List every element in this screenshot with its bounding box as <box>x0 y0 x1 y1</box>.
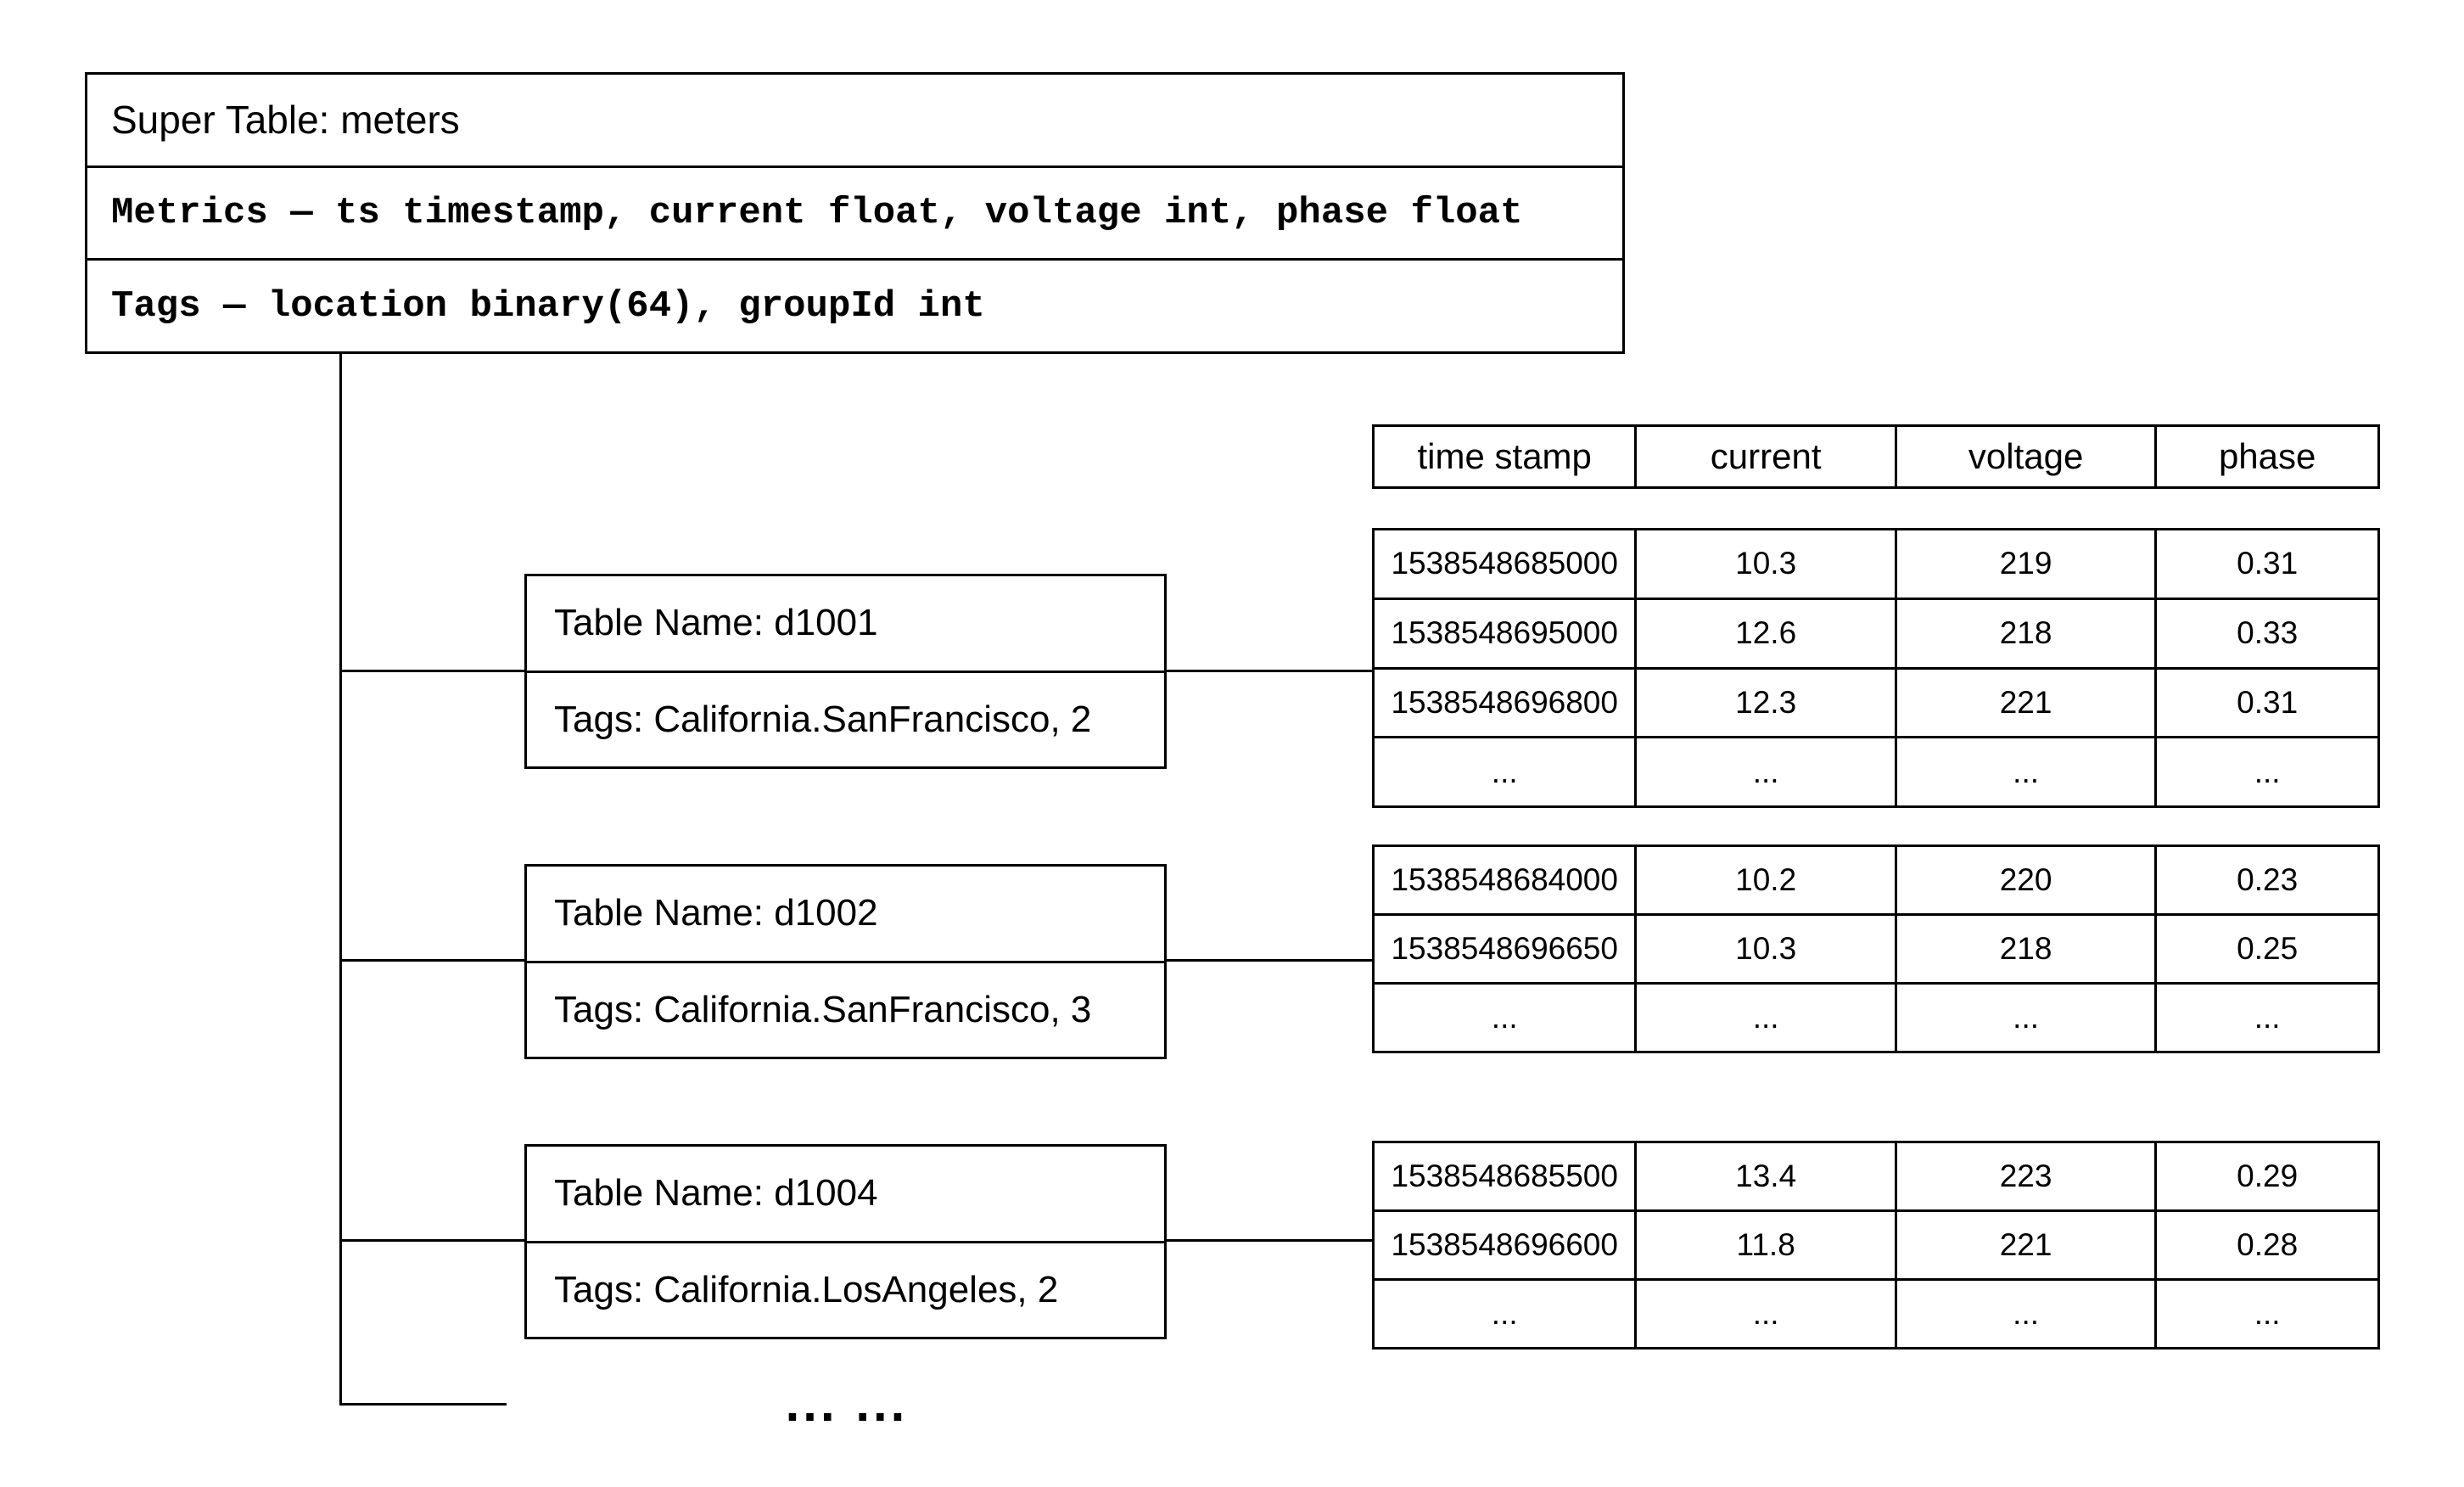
table-cell: 1538548696650 <box>1375 913 1634 982</box>
table-cell: 1538548685500 <box>1391 1159 1618 1193</box>
column-header-table <box>1372 424 2380 489</box>
subtable-tags-d1004: Tags: California.LosAngeles, 2 <box>527 1241 1164 1338</box>
table-cell: ... <box>1375 1278 1634 1347</box>
table-cell: ... <box>1895 736 2154 805</box>
table-cell: 0.31 <box>2154 530 2377 598</box>
header-cell-phase: phase <box>2154 427 2377 486</box>
table-cell: 13.4 <box>1634 1143 1894 1209</box>
table-cell: 221 <box>1895 1209 2154 1278</box>
super-table-title: Super Table: meters <box>111 98 460 143</box>
table-cell: 0.28 <box>2154 1209 2377 1278</box>
table-cell: 12.3 <box>1634 667 1894 737</box>
table-cell: 0.31 <box>2154 667 2377 737</box>
subtable-tags-d1001: Tags: California.SanFrancisco, 2 <box>527 671 1164 767</box>
subtable-box-d1001 <box>524 574 1167 769</box>
table-cell: 219 <box>1895 530 2154 598</box>
super-table-tags: Tags — location binary(64), groupId int <box>87 258 1622 351</box>
table-cell: 1538548695000 <box>1375 598 1634 667</box>
table-cell: ... <box>1375 982 1634 1051</box>
subtable-name-d1001: Table Name: d1001 <box>554 602 878 644</box>
data-table-d1002 <box>1372 845 2380 1053</box>
table-cell: 1538548684000 <box>1391 862 1618 897</box>
table-cell: ... <box>1895 1278 2154 1347</box>
table-cell: ... <box>2154 736 2377 805</box>
table-cell: 10.2 <box>1634 847 1894 913</box>
super-table-box <box>85 72 1625 354</box>
table-cell: ... <box>2154 982 2377 1051</box>
table-cell: 218 <box>1895 598 2154 667</box>
subtable-tags-d1002: Tags: California.SanFrancisco, 3 <box>527 961 1164 1058</box>
table-cell: 220 <box>1895 847 2154 913</box>
table-cell: 221 <box>1895 667 2154 737</box>
table-cell: 0.23 <box>2154 847 2377 913</box>
table-cell: 10.3 <box>1634 913 1894 982</box>
table-cell: 12.6 <box>1634 598 1894 667</box>
table-cell: 1538548685000 <box>1391 546 1618 581</box>
data-table-d1004 <box>1372 1141 2380 1350</box>
super-table-metrics: Metrics — ts timestamp, current float, voltage int, phase float <box>87 166 1622 259</box>
table-cell: ... <box>1634 1278 1894 1347</box>
table-cell: 218 <box>1895 913 2154 982</box>
branch-line-d1004 <box>339 1239 524 1242</box>
more-tables-ellipsis: ... ... <box>785 1374 909 1432</box>
table-cell: ... <box>1375 736 1634 805</box>
table-cell: ... <box>1634 736 1894 805</box>
connector-line-d1001 <box>1167 670 1372 672</box>
table-cell: ... <box>1634 982 1894 1051</box>
connector-line-d1004 <box>1167 1239 1372 1242</box>
subtable-box-d1004 <box>524 1144 1167 1339</box>
table-cell: ... <box>1895 982 2154 1051</box>
header-cell-time-stamp: time stamp <box>1417 436 1592 476</box>
table-cell: 0.25 <box>2154 913 2377 982</box>
table-cell: 1538548696800 <box>1375 667 1634 737</box>
subtable-name-d1002: Table Name: d1002 <box>554 892 878 934</box>
table-cell: 0.33 <box>2154 598 2377 667</box>
header-cell-current: current <box>1634 427 1894 486</box>
table-cell: 11.8 <box>1634 1209 1894 1278</box>
table-cell: 223 <box>1895 1143 2154 1209</box>
branch-line-d1002 <box>339 959 524 962</box>
table-cell: 10.3 <box>1634 530 1894 598</box>
subtable-box-d1002 <box>524 864 1167 1059</box>
branch-line-d1001 <box>339 670 524 672</box>
connector-line-d1002 <box>1167 959 1372 962</box>
table-cell: 1538548696600 <box>1375 1209 1634 1278</box>
subtable-name-d1004: Table Name: d1004 <box>554 1172 878 1215</box>
data-table-d1001 <box>1372 528 2380 808</box>
more-tables-branch-line <box>339 1403 507 1406</box>
table-cell: 0.29 <box>2154 1143 2377 1209</box>
header-cell-voltage: voltage <box>1895 427 2154 486</box>
table-cell: ... <box>2154 1278 2377 1347</box>
tree-trunk-line <box>339 354 342 1406</box>
